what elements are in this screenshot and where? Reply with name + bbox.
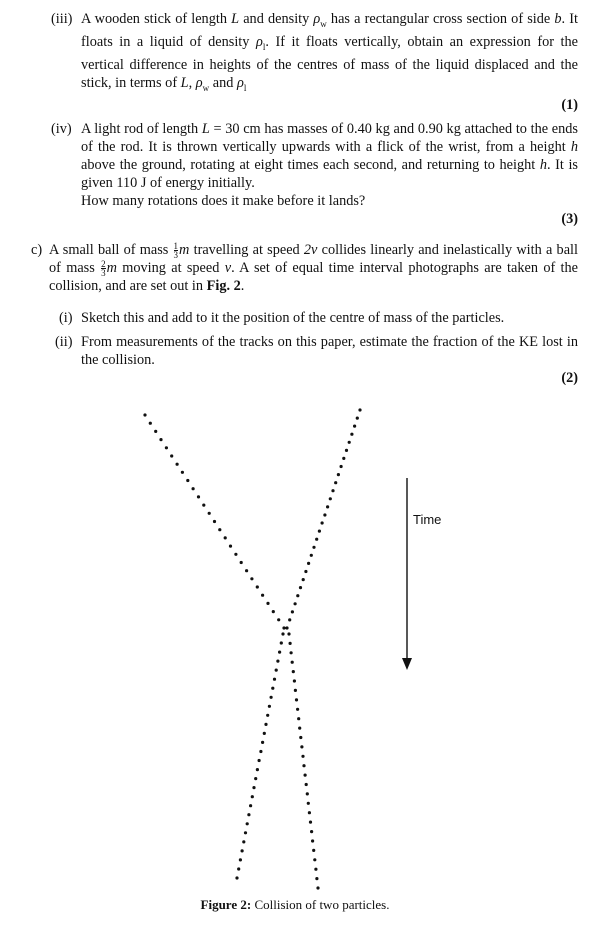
var-rho: ρ bbox=[313, 11, 321, 27]
track-dot-heavy-ball-in bbox=[340, 465, 343, 468]
track-dot-heavy-ball-in bbox=[329, 497, 332, 500]
track-dot-ball-out-left bbox=[259, 750, 262, 753]
track-dot-ball-out-left bbox=[242, 840, 245, 843]
track-dot-light-ball-in bbox=[218, 528, 221, 531]
question-c-i-label: (i) bbox=[59, 310, 73, 326]
track-dot-light-ball-in bbox=[181, 471, 184, 474]
track-dot-ball-out-left bbox=[256, 768, 259, 771]
text-fragment: . It floats in a liquid of density bbox=[81, 11, 578, 50]
track-dot-ball-out-left bbox=[244, 831, 247, 834]
track-dot-ball-out-left bbox=[280, 641, 283, 644]
track-dot-light-ball-in bbox=[202, 504, 205, 507]
question-c-ii-label: (ii) bbox=[55, 334, 73, 350]
track-dot-heavy-ball-in bbox=[312, 546, 315, 549]
track-dot-light-ball-in bbox=[282, 626, 285, 629]
question-c-text bbox=[49, 241, 578, 295]
track-dot-ball-out-left bbox=[241, 849, 244, 852]
track-dot-ball-out-left bbox=[239, 858, 242, 861]
track-dot-ball-out-right bbox=[310, 830, 313, 833]
track-dot-light-ball-in bbox=[213, 520, 216, 523]
mark-iv: (3) bbox=[561, 211, 578, 227]
track-dot-ball-out-right bbox=[298, 727, 301, 730]
var-L: L bbox=[180, 74, 189, 91]
track-dot-ball-out-right bbox=[312, 849, 315, 852]
track-dot-heavy-ball-in bbox=[307, 562, 310, 565]
track-dot-heavy-ball-in bbox=[350, 433, 353, 436]
text-fragment: above the ground, rotating at eight times each second, and returning to height bbox=[81, 157, 540, 173]
track-dot-heavy-ball-in bbox=[337, 473, 340, 476]
track-dot-heavy-ball-in bbox=[353, 425, 356, 428]
track-dot-ball-out-right bbox=[302, 764, 305, 767]
track-dot-ball-out-right bbox=[287, 632, 290, 635]
fraction-num: 1 bbox=[173, 241, 179, 252]
text-fragment: . bbox=[240, 278, 245, 295]
subscript: w bbox=[320, 18, 327, 29]
speed-2v: 2v bbox=[303, 242, 318, 258]
mark-c: (2) bbox=[561, 370, 578, 386]
track-dot-light-ball-in bbox=[250, 577, 253, 580]
track-dot-ball-out-left bbox=[249, 804, 252, 807]
track-dot-ball-out-right bbox=[295, 698, 298, 701]
track-dot-ball-out-right bbox=[300, 745, 303, 748]
track-dot-heavy-ball-in bbox=[342, 457, 345, 460]
track-dot-ball-out-right bbox=[290, 651, 293, 654]
track-dot-heavy-ball-in bbox=[296, 594, 299, 597]
track-dot-ball-out-right bbox=[304, 774, 307, 777]
figure-caption bbox=[0, 896, 590, 914]
track-dot-light-ball-in bbox=[197, 495, 200, 498]
text-fragment: has a rectangular cross section of side bbox=[326, 11, 555, 27]
var-m: m bbox=[106, 260, 117, 277]
track-dot-heavy-ball-in bbox=[302, 578, 305, 581]
track-dot-ball-out-left bbox=[246, 822, 249, 825]
track-dot-heavy-ball-in bbox=[358, 408, 361, 411]
track-dot-light-ball-in bbox=[192, 487, 195, 490]
track-dot-ball-out-left bbox=[264, 723, 267, 726]
question-c-ii-text: From measurements of the tracks on this paper, estimate the fraction of the KE lost in the collision. bbox=[81, 334, 578, 368]
question-iv-ask: How many rotations does it make before it lands? bbox=[81, 193, 366, 209]
track-dot-ball-out-right bbox=[314, 868, 317, 871]
text-fragment: moving at speed bbox=[116, 260, 225, 277]
track-dot-ball-out-left bbox=[247, 813, 250, 816]
var-b: b bbox=[554, 11, 562, 27]
subscript: l bbox=[243, 82, 247, 93]
text-fragment: A small ball of mass bbox=[49, 242, 173, 258]
track-dot-ball-out-right bbox=[306, 792, 309, 795]
track-dot-ball-out-right bbox=[309, 821, 312, 824]
mass-1: 0.40 kg bbox=[346, 121, 390, 137]
track-dot-heavy-ball-in bbox=[321, 521, 324, 524]
track-dot-ball-out-left bbox=[251, 795, 254, 798]
track-dot-ball-out-right bbox=[291, 661, 294, 664]
text-fragment: A light rod of length bbox=[81, 121, 202, 137]
track-dot-ball-out-right bbox=[311, 839, 314, 842]
track-dot-heavy-ball-in bbox=[285, 626, 288, 629]
track-dot-light-ball-in bbox=[229, 545, 232, 548]
text-fragment: collides linearly and inelastically with a ball of mass bbox=[49, 242, 578, 277]
track-dot-ball-out-right bbox=[294, 689, 297, 692]
track-dot-light-ball-in bbox=[159, 438, 162, 441]
track-dot-ball-out-right bbox=[307, 802, 310, 805]
track-dot-ball-out-left bbox=[273, 678, 276, 681]
time-label: Time bbox=[413, 512, 442, 527]
track-dot-ball-out-left bbox=[270, 696, 273, 699]
var-h: h bbox=[539, 157, 547, 173]
track-dot-ball-out-right bbox=[296, 708, 299, 711]
track-dot-ball-out-right bbox=[297, 717, 300, 720]
text-fragment: attached to the ends of the rod. It is thrown vertically upwards with a flick of the wrist, from a height bbox=[81, 121, 578, 155]
mass-2: 0.90 kg bbox=[417, 121, 461, 137]
text-fragment: . If it floats vertically, obtain an expression for the vertical difference in heights of the centres of mass of the liquid displaced and the stick, in terms of bbox=[81, 33, 578, 91]
fraction-two-thirds bbox=[101, 260, 106, 277]
track-dot-light-ball-in bbox=[234, 553, 237, 556]
figure-reference: Fig. 2 bbox=[206, 278, 241, 295]
track-dot-heavy-ball-in bbox=[315, 538, 318, 541]
length-value: = 30 cm bbox=[209, 121, 261, 137]
track-dot-heavy-ball-in bbox=[345, 449, 348, 452]
question-iii bbox=[51, 10, 578, 97]
track-dot-light-ball-in bbox=[245, 569, 248, 572]
subscript: w bbox=[202, 82, 210, 93]
mark-iii: (1) bbox=[561, 97, 578, 113]
track-dot-ball-out-right bbox=[316, 886, 319, 889]
track-dot-light-ball-in bbox=[170, 454, 173, 457]
track-dot-ball-out-left bbox=[266, 714, 269, 717]
track-dot-heavy-ball-in bbox=[291, 610, 294, 613]
text-fragment: and bbox=[209, 74, 237, 91]
fraction-den: 3 bbox=[101, 268, 106, 279]
track-dot-heavy-ball-in bbox=[318, 530, 321, 533]
var-L: L bbox=[231, 11, 240, 27]
text-fragment: . A set of equal time interval photographs are taken of the collision, and are set out in bbox=[49, 260, 578, 295]
text-fragment: travelling at speed bbox=[189, 242, 304, 258]
question-iv-label: (iv) bbox=[51, 121, 72, 137]
text-fragment: has masses of bbox=[260, 121, 347, 137]
track-dot-ball-out-right bbox=[293, 679, 296, 682]
track-dot-heavy-ball-in bbox=[334, 481, 337, 484]
track-dot-heavy-ball-in bbox=[331, 489, 334, 492]
track-dot-ball-out-right bbox=[301, 755, 304, 758]
track-dot-ball-out-left bbox=[235, 876, 238, 879]
var-rho: ρ bbox=[255, 33, 263, 50]
question-c-i-text: Sketch this and add to it the position of the centre of mass of the particles. bbox=[81, 310, 505, 326]
text-fragment: and density bbox=[239, 11, 314, 27]
track-dot-ball-out-left bbox=[278, 651, 281, 654]
question-c-ii bbox=[55, 333, 578, 369]
question-iv-text bbox=[81, 120, 578, 210]
track-dot-heavy-ball-in bbox=[288, 618, 291, 621]
figure-caption-text: Collision of two particles. bbox=[251, 897, 390, 912]
collision-figure bbox=[0, 395, 604, 895]
track-dot-heavy-ball-in bbox=[304, 570, 307, 573]
var-L: L bbox=[201, 121, 210, 137]
var-h: h bbox=[570, 139, 578, 155]
track-dot-ball-out-left bbox=[258, 759, 261, 762]
track-dot-ball-out-right bbox=[289, 642, 292, 645]
subscript: l bbox=[262, 41, 266, 52]
text-fragment: and bbox=[389, 121, 418, 137]
track-dot-light-ball-in bbox=[149, 422, 152, 425]
track-dot-ball-out-right bbox=[305, 783, 308, 786]
track-dot-light-ball-in bbox=[176, 463, 179, 466]
track-dot-ball-out-left bbox=[276, 660, 279, 663]
var-m: m bbox=[179, 242, 190, 258]
track-dot-light-ball-in bbox=[208, 512, 211, 515]
track-dot-ball-out-left bbox=[268, 705, 271, 708]
track-dot-ball-out-left bbox=[271, 687, 274, 690]
track-dot-ball-out-right bbox=[308, 811, 311, 814]
track-dot-heavy-ball-in bbox=[323, 513, 326, 516]
question-c-i bbox=[59, 309, 578, 327]
energy-value: 110 J bbox=[116, 175, 147, 191]
track-dot-heavy-ball-in bbox=[310, 554, 313, 557]
particle-tracks bbox=[143, 408, 361, 889]
track-dot-light-ball-in bbox=[165, 446, 168, 449]
track-dot-light-ball-in bbox=[224, 536, 227, 539]
question-iii-text bbox=[81, 10, 578, 97]
text-fragment: , bbox=[188, 74, 196, 91]
track-dot-ball-out-left bbox=[281, 632, 284, 635]
fraction-one-third bbox=[174, 242, 179, 259]
text-fragment: . It is given bbox=[81, 157, 578, 191]
question-c bbox=[31, 241, 578, 295]
track-dot-light-ball-in bbox=[240, 561, 243, 564]
track-dot-heavy-ball-in bbox=[356, 417, 359, 420]
track-dot-light-ball-in bbox=[256, 585, 259, 588]
fraction-den: 3 bbox=[173, 250, 179, 261]
track-dot-ball-out-right bbox=[313, 858, 316, 861]
track-dot-ball-out-right bbox=[299, 736, 302, 739]
var-rho: ρ bbox=[195, 74, 203, 91]
track-dot-light-ball-in bbox=[186, 479, 189, 482]
track-dot-ball-out-right bbox=[315, 877, 318, 880]
track-dot-ball-out-left bbox=[237, 867, 240, 870]
track-dot-heavy-ball-in bbox=[294, 602, 297, 605]
track-dot-light-ball-in bbox=[272, 610, 275, 613]
track-dot-ball-out-left bbox=[254, 777, 257, 780]
question-iii-label: (iii) bbox=[51, 11, 73, 27]
track-dot-light-ball-in bbox=[143, 413, 146, 416]
track-dot-light-ball-in bbox=[266, 602, 269, 605]
track-dot-ball-out-left bbox=[261, 741, 264, 744]
var-v: v bbox=[224, 260, 232, 277]
track-dot-ball-out-left bbox=[252, 786, 255, 789]
figure-caption-label: Figure 2: bbox=[200, 897, 252, 912]
track-dot-heavy-ball-in bbox=[299, 586, 302, 589]
track-dot-light-ball-in bbox=[154, 430, 157, 433]
track-dot-ball-out-left bbox=[275, 669, 278, 672]
track-dot-light-ball-in bbox=[261, 594, 264, 597]
track-dot-heavy-ball-in bbox=[348, 441, 351, 444]
track-dot-ball-out-right bbox=[292, 670, 295, 673]
time-arrow-head bbox=[402, 658, 412, 670]
text-fragment: A wooden stick of length bbox=[81, 11, 232, 27]
fraction-num: 2 bbox=[101, 259, 106, 270]
question-c-label: c) bbox=[31, 242, 43, 258]
text-fragment: of energy initially. bbox=[146, 175, 255, 191]
question-iv bbox=[51, 120, 578, 210]
track-dot-heavy-ball-in bbox=[326, 505, 329, 508]
track-dot-light-ball-in bbox=[277, 618, 280, 621]
track-dot-ball-out-left bbox=[263, 732, 266, 735]
var-rho: ρ bbox=[236, 74, 244, 91]
